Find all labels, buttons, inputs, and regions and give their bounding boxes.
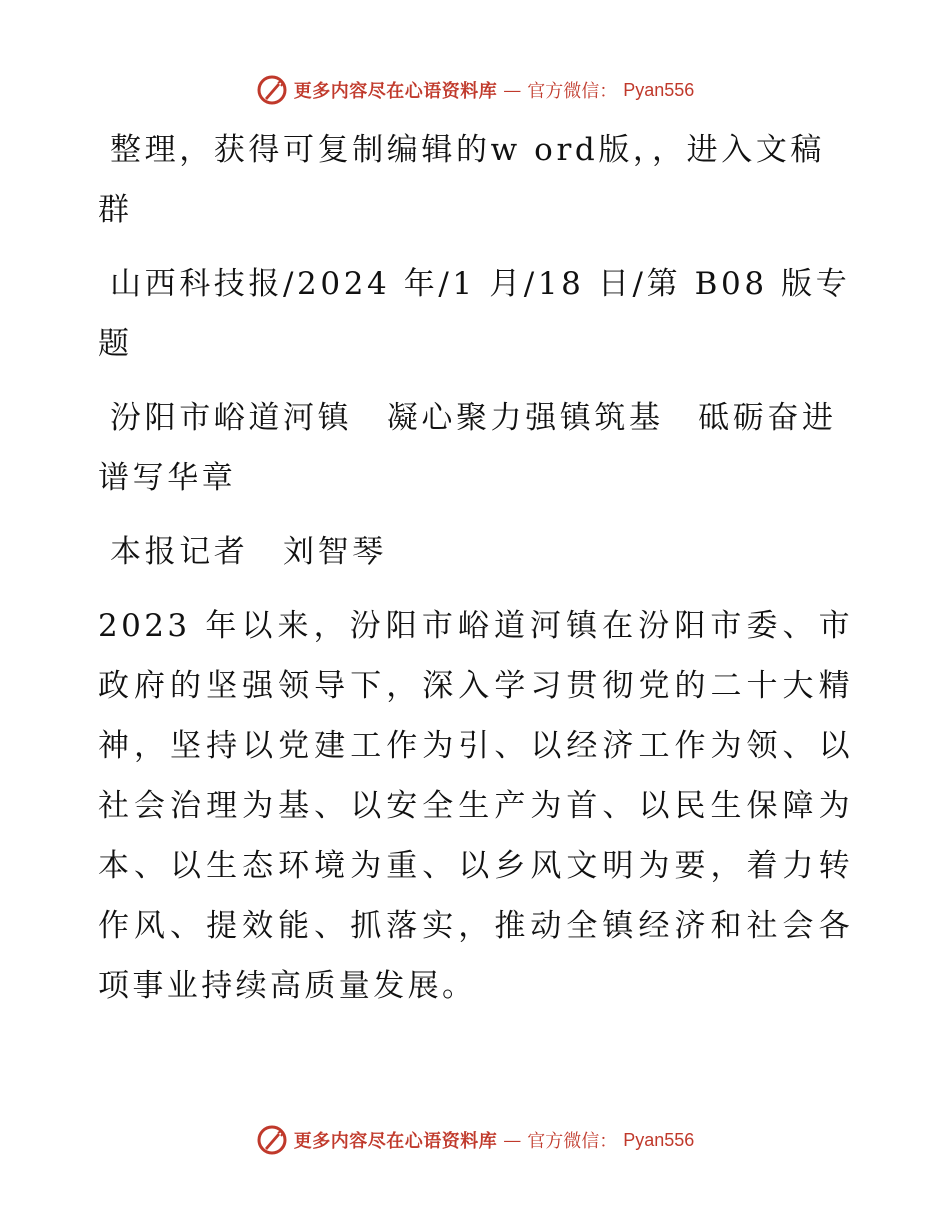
byline [98,522,853,582]
watermark-official-label: 官方微信： [527,81,618,102]
source-text: 山西科技报/2024 年/1 月/18 日/第 B08 版专题 [98,266,851,362]
watermark-handle: Pyan556 [623,1129,695,1150]
headline [98,388,853,508]
watermark-dash: — [503,1129,522,1151]
source-line [98,254,853,374]
article-paragraph [98,596,853,1016]
watermark-official-label: 官方微信： [527,1131,618,1152]
feather-pen-logo-icon [256,1124,288,1156]
intro-text: 整理，获得可复制编辑的w ord版，，进入文稿群 [98,132,826,228]
intro-line [98,120,853,240]
watermark-handle: Pyan556 [623,79,695,100]
byline-text: 本报记者 刘智琴 [110,534,387,570]
watermark-dash: — [503,79,522,101]
watermark-header [0,70,950,110]
feather-pen-logo-icon [256,74,288,106]
watermark-footer [0,1120,950,1160]
watermark-brand: 更多内容尽在心语资料库 [293,1131,498,1152]
watermark-brand: 更多内容尽在心语资料库 [293,81,498,102]
document-body [98,120,853,1016]
headline-text: 汾阳市峪道河镇 凝心聚力强镇筑基 砥砺奋进谱写华章 [98,400,837,496]
article-text: 2023 年以来，汾阳市峪道河镇在汾阳市委、市政府的坚强领导下，深入学习贯彻党的二十大精神，坚持以党建工作为引、以经济工作为领、以社会治理为基、以安全生产为首、以民生保障为本、以生态环境为重、以乡风文明为要，着力转作风、提效能、抓落实，推动全镇经济和社会各项事业持续高质量发展。 [98,608,853,1004]
